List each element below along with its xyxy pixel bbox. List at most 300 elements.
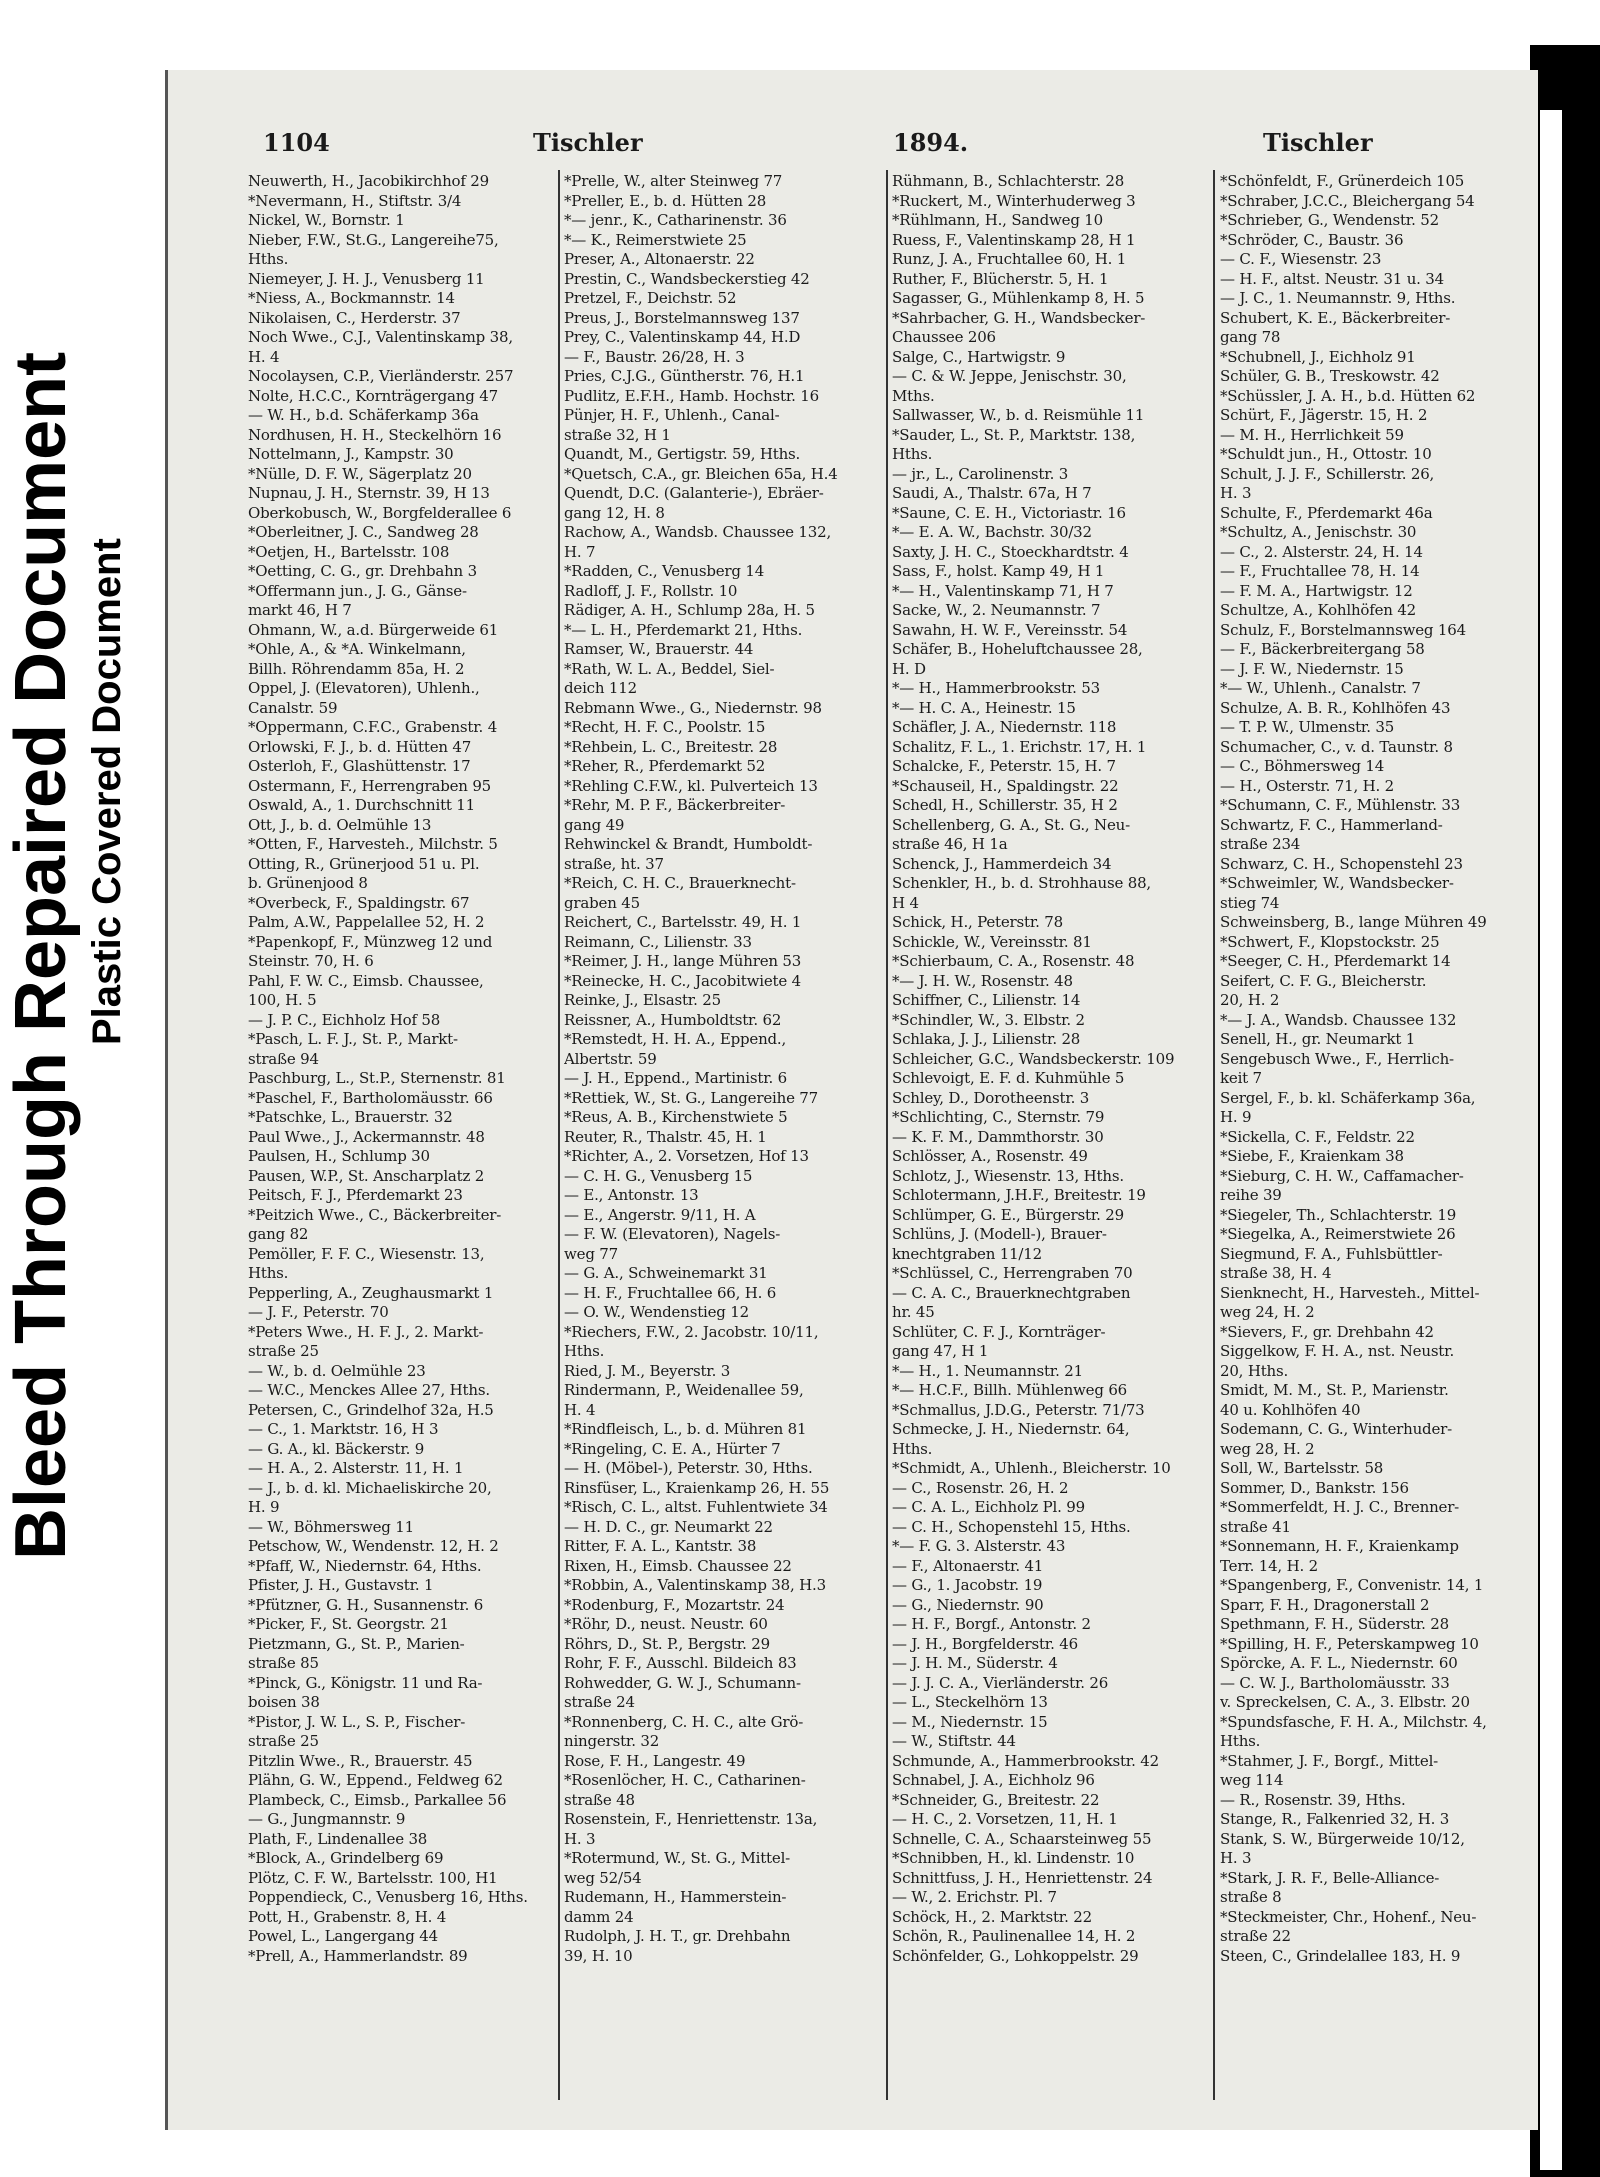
directory-entry: — E., Antonstr. 13 xyxy=(564,1186,699,1204)
directory-entry: boisen 38 xyxy=(248,1693,320,1711)
directory-entry: weg 114 xyxy=(1220,1771,1284,1789)
directory-entry: *Riechers, F.W., 2. Jacobstr. 10/11, xyxy=(564,1322,819,1341)
column-divider xyxy=(886,170,888,2100)
directory-entry: *Schraber, J.C.C., Bleichergang 54 xyxy=(1220,191,1475,210)
directory-entry: *— H., 1. Neumannstr. 21 xyxy=(892,1361,1083,1380)
directory-entry: *Ruckert, M., Winterhuderweg 3 xyxy=(892,191,1136,210)
directory-entry: Ruess, F., Valentinskamp 28, H 1 xyxy=(892,230,1136,249)
directory-entry: — G., Niedernstr. 90 xyxy=(892,1595,1044,1614)
directory-entry: — C., Rosenstr. 26, H. 2 xyxy=(892,1478,1069,1497)
directory-entry: *Schrieber, G., Wendenstr. 52 xyxy=(1220,211,1439,229)
directory-entry: *Peitzich Wwe., C., Bäckerbreiter- xyxy=(248,1205,502,1224)
directory-entry: *Richter, A., 2. Vorsetzen, Hof 13 xyxy=(564,1147,809,1165)
directory-entry: Ostermann, F., Herrengraben 95 xyxy=(248,776,492,795)
directory-entry: Spethmann, F. H., Süderstr. 28 xyxy=(1220,1615,1449,1633)
directory-entry: *— E. A. W., Bachstr. 30/32 xyxy=(892,523,1092,541)
directory-entry: *Sieburg, C. H. W., Caffamacher- xyxy=(1220,1166,1464,1185)
directory-entry: *Schumann, C. F., Mühlenstr. 33 xyxy=(1220,796,1461,814)
directory-entry: Prey, C., Valentinskamp 44, H.D xyxy=(564,328,801,346)
directory-entry: *Schnibben, H., kl. Lindenstr. 10 xyxy=(892,1849,1135,1867)
directory-entry: Sallwasser, W., b. d. Reismühle 11 xyxy=(892,406,1145,424)
directory-entry: Schäfer, B., Hoheluftchaussee 28, xyxy=(892,640,1143,658)
directory-entry: Pott, H., Grabenstr. 8, H. 4 xyxy=(248,1907,447,1926)
directory-entry: — J. C., 1. Neumannstr. 9, Hths. xyxy=(1220,289,1456,307)
directory-entry: *— J. A., Wandsb. Chaussee 132 xyxy=(1220,1010,1457,1029)
directory-entry: damm 24 xyxy=(564,1907,634,1926)
directory-entry: Steen, C., Grindelallee 183, H. 9 xyxy=(1220,1946,1461,1965)
directory-entry: v. Spreckelsen, C. A., 3. Elbstr. 20 xyxy=(1220,1693,1470,1711)
directory-entry: Reichert, C., Bartelsstr. 49, H. 1 xyxy=(564,913,802,931)
page-header xyxy=(263,128,1503,168)
directory-entry: Rixen, H., Eimsb. Chaussee 22 xyxy=(564,1556,792,1575)
directory-entry: Preus, J., Borstelmannsweg 137 xyxy=(564,308,800,327)
directory-entry: Petschow, W., Wendenstr. 12, H. 2 xyxy=(248,1537,499,1555)
directory-entry: straße 85 xyxy=(248,1654,319,1672)
directory-entry: Rudolph, J. H. T., gr. Drehbahn xyxy=(564,1927,791,1945)
directory-entry: *Schierbaum, C. A., Rosenstr. 48 xyxy=(892,952,1135,970)
directory-entry: — T. P. W., Ulmenstr. 35 xyxy=(1220,718,1395,736)
directory-entry: Prestin, C., Wandsbeckerstieg 42 xyxy=(564,269,810,288)
directory-entry: *Pfützner, G. H., Susannenstr. 6 xyxy=(248,1595,484,1614)
directory-entry: Schnabel, J. A., Eichholz 96 xyxy=(892,1771,1095,1789)
directory-entry: Canalstr. 59 xyxy=(248,698,338,717)
directory-entry: Rinsfüser, L., Kraienkamp 26, H. 55 xyxy=(564,1478,830,1497)
directory-entry: *Spilling, H. F., Peterskampweg 10 xyxy=(1220,1634,1479,1653)
directory-entry: Rühmann, B., Schlachterstr. 28 xyxy=(892,172,1125,190)
directory-entry: *Rühlmann, H., Sandweg 10 xyxy=(892,211,1103,229)
directory-entry: — H. D. C., gr. Neumarkt 22 xyxy=(564,1517,773,1536)
directory-page xyxy=(165,70,1538,2130)
directory-entry: Rebmann Wwe., G., Niedernstr. 98 xyxy=(564,698,822,717)
directory-entry: straße 41 xyxy=(1220,1517,1291,1536)
directory-entry: Rindermann, P., Weidenallee 59, xyxy=(564,1381,804,1399)
directory-entry: Soll, W., Bartelsstr. 58 xyxy=(1220,1459,1384,1477)
directory-entry: — M., Niedernstr. 15 xyxy=(892,1712,1048,1731)
directory-entry: *Reus, A. B., Kirchenstwiete 5 xyxy=(564,1108,788,1126)
directory-entry: Schlümper, G. E., Bürgerstr. 29 xyxy=(892,1205,1124,1224)
directory-entry: *Schuldt jun., H., Ottostr. 10 xyxy=(1220,445,1432,463)
directory-entry: straße 234 xyxy=(1220,835,1301,853)
directory-entry: *Rindfleisch, L., b. d. Mühren 81 xyxy=(564,1420,807,1438)
directory-entry: Schnelle, C. A., Schaarsteinweg 55 xyxy=(892,1829,1152,1848)
directory-entry: — F., Baustr. 26/28, H. 3 xyxy=(564,347,745,366)
directory-entry: Sengebusch Wwe., F., Herrlich- xyxy=(1220,1049,1454,1068)
directory-entry: weg 24, H. 2 xyxy=(1220,1303,1315,1321)
directory-entry: — F., Bäckerbreitergang 58 xyxy=(1220,640,1425,658)
directory-entry: Steinstr. 70, H. 6 xyxy=(248,952,374,970)
directory-entry: Niemeyer, J. H. J., Venusberg 11 xyxy=(248,269,485,288)
directory-entry: Schnittfuss, J. H., Henriettenstr. 24 xyxy=(892,1868,1153,1887)
directory-entry: Schenck, J., Hammerdeich 34 xyxy=(892,854,1112,873)
directory-entry: *Schauseil, H., Spaldingstr. 22 xyxy=(892,776,1119,795)
directory-entry: *Saune, C. E. H., Victoriastr. 16 xyxy=(892,503,1126,522)
directory-entry: — J. F., Peterstr. 70 xyxy=(248,1303,389,1321)
directory-entry: Hths. xyxy=(1220,1732,1261,1750)
directory-entry: Hths. xyxy=(892,445,933,463)
directory-entry: Noch Wwe., C.J., Valentinskamp 38, xyxy=(248,328,513,346)
directory-entry: H. 4 xyxy=(248,347,280,366)
directory-entry: *Nülle, D. F. W., Sägerplatz 20 xyxy=(248,464,472,483)
directory-entry: — H. F., Borgf., Antonstr. 2 xyxy=(892,1615,1091,1633)
directory-entry: *— F. G. 3. Alsterstr. 43 xyxy=(892,1537,1066,1555)
directory-entry: — W. H., b.d. Schäferkamp 36a xyxy=(248,406,479,424)
directory-entry: *Oberleitner, J. C., Sandweg 28 xyxy=(248,523,479,541)
directory-entry: Nieber, F.W., St.G., Langereihe75, xyxy=(248,230,499,249)
directory-entry: straße 25 xyxy=(248,1732,319,1750)
directory-entry: Hths. xyxy=(248,250,289,268)
directory-entry: Powel, L., Langergang 44 xyxy=(248,1927,438,1945)
directory-entry: Seifert, C. F. G., Bleicherstr. xyxy=(1220,971,1427,990)
directory-entry: *Stahmer, J. F., Borgf., Mittel- xyxy=(1220,1751,1439,1770)
directory-entry: — C., Böhmersweg 14 xyxy=(1220,757,1385,775)
directory-entry: Ott, J., b. d. Oelmühle 13 xyxy=(248,815,432,834)
directory-entry: — J. J. C. A., Vierländerstr. 26 xyxy=(892,1673,1109,1692)
directory-entry: Ried, J. M., Beyerstr. 3 xyxy=(564,1361,731,1380)
directory-entry: Schalitz, F. L., 1. Erichstr. 17, H. 1 xyxy=(892,737,1147,756)
directory-entry: Schlaka, J. J., Lilienstr. 28 xyxy=(892,1030,1081,1048)
directory-entry: Sacke, W., 2. Neumannstr. 7 xyxy=(892,601,1101,619)
directory-entry: *Sickella, C. F., Feldstr. 22 xyxy=(1220,1127,1415,1146)
directory-entry: — F., Altonaerstr. 41 xyxy=(892,1556,1044,1575)
directory-entry: *Ronnenberg, C. H. C., alte Grö- xyxy=(564,1712,804,1731)
directory-entry: *— H. C. A., Heinestr. 15 xyxy=(892,698,1076,717)
directory-entry: Chaussee 206 xyxy=(892,328,996,346)
directory-entry: Schulz, F., Borstelmannsweg 164 xyxy=(1220,620,1466,639)
directory-entry: Schönfelder, G., Lohkoppelstr. 29 xyxy=(892,1946,1139,1965)
directory-entry: H. 3 xyxy=(1220,1849,1252,1867)
directory-entry: — F., Fruchtallee 78, H. 14 xyxy=(1220,562,1420,580)
directory-entry: Sodemann, C. G., Winterhuder- xyxy=(1220,1420,1452,1438)
directory-entry: Saxty, J. H. C., Stoeckhardtstr. 4 xyxy=(892,542,1129,561)
directory-entry: — J. H. M., Süderstr. 4 xyxy=(892,1654,1058,1672)
section-title-right: Tischler xyxy=(1263,128,1373,157)
directory-entry: *Niess, A., Bockmannstr. 14 xyxy=(248,289,455,307)
directory-entry: stieg 74 xyxy=(1220,893,1280,912)
directory-entry: *Schmidt, A., Uhlenh., Bleicherstr. 10 xyxy=(892,1459,1171,1477)
directory-entry: *Robbin, A., Valentinskamp 38, H.3 xyxy=(564,1576,826,1594)
listing-column-1 xyxy=(248,172,566,2097)
directory-entry: Hths. xyxy=(248,1264,289,1282)
directory-entry: Pitzlin Wwe., R., Brauerstr. 45 xyxy=(248,1751,473,1770)
directory-entry: — R., Rosenstr. 39, Hths. xyxy=(1220,1790,1406,1809)
directory-entry: *Pfaff, W., Niedernstr. 64, Hths. xyxy=(248,1556,482,1575)
directory-entry: *Paschel, F., Bartholomäusstr. 66 xyxy=(248,1088,493,1107)
directory-entry: *Quetsch, C.A., gr. Bleichen 65a, H.4 xyxy=(564,464,838,483)
directory-entry: *Schubnell, J., Eichholz 91 xyxy=(1220,347,1416,366)
directory-entry: Sass, F., holst. Kamp 49, H 1 xyxy=(892,562,1105,580)
directory-entry: — W., Stiftstr. 44 xyxy=(892,1732,1016,1750)
directory-entry: *Oetjen, H., Bartelsstr. 108 xyxy=(248,542,450,561)
directory-entry: *Spundsfasche, F. H. A., Milchstr. 4, xyxy=(1220,1712,1487,1731)
directory-entry: — E., Angerstr. 9/11, H. A xyxy=(564,1205,756,1224)
directory-entry: *Block, A., Grindelberg 69 xyxy=(248,1849,444,1867)
directory-entry: straße 38, H. 4 xyxy=(1220,1264,1332,1282)
directory-entry: *Schmallus, J.D.G., Peterstr. 71/73 xyxy=(892,1400,1145,1419)
directory-entry: Rädiger, A. H., Schlump 28a, H. 5 xyxy=(564,601,815,619)
directory-entry: straße, ht. 37 xyxy=(564,854,664,873)
listing-column-3 xyxy=(892,172,1210,2097)
directory-entry: 39, H. 10 xyxy=(564,1946,633,1965)
directory-entry: *— W., Uhlenh., Canalstr. 7 xyxy=(1220,679,1421,697)
directory-entry: Poppendieck, C., Venusberg 16, Hths. xyxy=(248,1888,528,1906)
directory-entry: — H. A., 2. Alsterstr. 11, H. 1 xyxy=(248,1459,464,1477)
directory-entry: Pries, C.J.G., Güntherstr. 76, H.1 xyxy=(564,367,805,385)
directory-entry: Plambeck, C., Eimsb., Parkallee 56 xyxy=(248,1790,507,1809)
directory-entry: *Peters Wwe., H. F. J., 2. Markt- xyxy=(248,1322,484,1341)
column-divider xyxy=(1213,170,1215,2100)
scan-adjacent-page xyxy=(1540,110,1562,2170)
listing-column-4 xyxy=(1220,172,1538,2097)
directory-entry: *Picker, F., St. Georgstr. 21 xyxy=(248,1615,449,1633)
directory-entry: Siegmund, F. A., Fuhlsbüttler- xyxy=(1220,1244,1443,1263)
directory-entry: Sagasser, G., Mühlenkamp 8, H. 5 xyxy=(892,289,1145,307)
directory-entry: — M. H., Herrlichkeit 59 xyxy=(1220,425,1404,444)
directory-entry: — J. F. W., Niedernstr. 15 xyxy=(1220,659,1404,678)
directory-entry: Terr. 14, H. 2 xyxy=(1220,1556,1318,1575)
directory-entry: — W., Böhmersweg 11 xyxy=(248,1517,414,1536)
directory-entry: Nikolaisen, C., Herderstr. 37 xyxy=(248,308,461,327)
directory-entry: Pietzmann, G., St. P., Marien- xyxy=(248,1634,465,1653)
directory-entry: Otting, R., Grünerjood 51 u. Pl. xyxy=(248,854,480,873)
directory-entry: Sparr, F. H., Dragonerstall 2 xyxy=(1220,1595,1430,1614)
directory-entry: *Schröder, C., Baustr. 36 xyxy=(1220,230,1404,249)
directory-entry: *Steckmeister, Chr., Hohenf., Neu- xyxy=(1220,1907,1477,1926)
directory-entry: Pfister, J. H., Gustavstr. 1 xyxy=(248,1576,434,1594)
directory-entry: — H. C., 2. Vorsetzen, 11, H. 1 xyxy=(892,1810,1118,1828)
directory-entry: Schwarz, C. H., Schopenstehl 23 xyxy=(1220,854,1463,873)
directory-entry: Spörcke, A. F. L., Niedernstr. 60 xyxy=(1220,1654,1458,1672)
directory-entry: weg 28, H. 2 xyxy=(1220,1439,1315,1458)
directory-entry: — C. W. J., Bartholomäusstr. 33 xyxy=(1220,1673,1450,1692)
directory-entry: Schley, D., Dorotheenstr. 3 xyxy=(892,1088,1090,1107)
directory-entry: *Rodenburg, F., Mozartstr. 24 xyxy=(564,1595,785,1614)
directory-entry: *Prelle, W., alter Steinweg 77 xyxy=(564,172,783,190)
directory-entry: H. 9 xyxy=(248,1498,280,1516)
directory-entry: Saudi, A., Thalstr. 67a, H 7 xyxy=(892,484,1092,502)
directory-entry: Rehwinckel & Brandt, Humboldt- xyxy=(564,835,813,853)
directory-entry: Sienknecht, H., Harvesteh., Mittel- xyxy=(1220,1283,1480,1302)
directory-entry: *Sahrbacher, G. H., Wandsbecker- xyxy=(892,308,1146,327)
directory-entry: Plötz, C. F. W., Bartelsstr. 100, H1 xyxy=(248,1868,498,1887)
directory-entry: Paschburg, L., St.P., Sternenstr. 81 xyxy=(248,1069,506,1087)
directory-entry: Plähn, G. W., Eppend., Feldweg 62 xyxy=(248,1771,503,1789)
directory-entry: *— L. H., Pferdemarkt 21, Hths. xyxy=(564,620,803,639)
directory-entry: — J. H., Borgfelderstr. 46 xyxy=(892,1634,1078,1653)
directory-entry: Nupnau, J. H., Sternstr. 39, H 13 xyxy=(248,484,490,502)
directory-entry: Nordhusen, H. H., Steckelhörn 16 xyxy=(248,425,502,444)
directory-entry: *Rehbein, L. C., Breitestr. 28 xyxy=(564,737,778,756)
directory-entry: *Sauder, L., St. P., Marktstr. 138, xyxy=(892,425,1136,444)
directory-entry: *Patschke, L., Brauerstr. 32 xyxy=(248,1108,453,1126)
directory-entry: *Schlichting, C., Sternstr. 79 xyxy=(892,1108,1105,1126)
directory-entry: *Remstedt, H. H. A., Eppend., xyxy=(564,1030,787,1048)
directory-entry: *Rettiek, W., St. G., Langereihe 77 xyxy=(564,1088,818,1107)
directory-entry: Ohmann, W., a.d. Bürgerweide 61 xyxy=(248,620,499,639)
directory-entry: Pretzel, F., Deichstr. 52 xyxy=(564,289,737,307)
directory-entry: *Offermann jun., J. G., Gänse- xyxy=(248,581,467,600)
directory-entry: Mths. xyxy=(892,386,935,405)
directory-entry: Salge, C., Hartwigstr. 9 xyxy=(892,347,1066,366)
directory-entry: *— H., Hammerbrookstr. 53 xyxy=(892,679,1100,697)
directory-entry: — J., b. d. kl. Michaeliskirche 20, xyxy=(248,1478,492,1497)
directory-entry: — W.C., Menckes Allee 27, Hths. xyxy=(248,1381,490,1399)
directory-entry: *Oetting, C. G., gr. Drehbahn 3 xyxy=(248,562,477,580)
directory-entry: *Schindler, W., 3. Elbstr. 2 xyxy=(892,1010,1085,1029)
directory-entry: Schubert, K. E., Bäckerbreiter- xyxy=(1220,308,1451,327)
section-title-left: Tischler xyxy=(533,128,643,157)
directory-entry: *Pistor, J. W. L., S. P., Fischer- xyxy=(248,1712,466,1731)
directory-entry: Schmecke, J. H., Niedernstr. 64, xyxy=(892,1420,1130,1438)
directory-entry: Schiffner, C., Lilienstr. 14 xyxy=(892,991,1081,1009)
directory-entry: Radloff, J. F., Rollstr. 10 xyxy=(564,581,738,600)
directory-entry: Rosenstein, F., Henriettenstr. 13a, xyxy=(564,1810,818,1828)
directory-entry: Reimann, C., Lilienstr. 33 xyxy=(564,932,752,951)
directory-entry: Stank, S. W., Bürgerweide 10/12, xyxy=(1220,1829,1465,1848)
directory-entry: *Siegeler, Th., Schlachterstr. 19 xyxy=(1220,1205,1457,1224)
directory-entry: — C. H. G., Venusberg 15 xyxy=(564,1166,753,1185)
directory-entry: — H. F., altst. Neustr. 31 u. 34 xyxy=(1220,269,1444,288)
directory-entry: Rohr, F. F., Ausschl. Bildeich 83 xyxy=(564,1654,797,1672)
directory-entry: *Schönfeldt, F., Grünerdeich 105 xyxy=(1220,172,1465,190)
directory-entry: Schleicher, G.C., Wandsbeckerstr. 109 xyxy=(892,1049,1175,1068)
directory-entry: *— H.C.F., Billh. Mühlenweg 66 xyxy=(892,1381,1128,1399)
directory-entry: *Sommerfeldt, H. J. C., Brenner- xyxy=(1220,1498,1460,1516)
directory-entry: *Recht, H. F. C., Poolstr. 15 xyxy=(564,718,766,736)
directory-entry: *Sievers, F., gr. Drehbahn 42 xyxy=(1220,1322,1434,1341)
directory-entry: Quendt, D.C. (Galanterie-), Ebräer- xyxy=(564,484,824,502)
directory-entry: — F. M. A., Hartwigstr. 12 xyxy=(1220,581,1413,600)
directory-entry: Nickel, W., Bornstr. 1 xyxy=(248,211,405,229)
directory-entry: Preser, A., Altonaerstr. 22 xyxy=(564,250,755,268)
directory-entry: Schulte, F., Pferdemarkt 46a xyxy=(1220,503,1433,522)
directory-entry: *Radden, C., Venusberg 14 xyxy=(564,562,765,580)
directory-entry: Smidt, M. M., St. P., Marienstr. xyxy=(1220,1381,1449,1399)
listing-column-2 xyxy=(564,172,882,2097)
directory-entry: straße 25 xyxy=(248,1342,319,1360)
directory-entry: — W., b. d. Oelmühle 23 xyxy=(248,1361,426,1380)
directory-entry: — H., Osterstr. 71, H. 2 xyxy=(1220,776,1394,795)
page-number: 1104 xyxy=(263,128,330,157)
directory-entry: Ritter, F. A. L., Kantstr. 38 xyxy=(564,1537,757,1555)
directory-entry: H 4 xyxy=(892,893,919,912)
directory-entry: weg 52/54 xyxy=(564,1868,642,1887)
directory-entry: H. 3 xyxy=(1220,484,1252,502)
directory-entry: H. D xyxy=(892,659,926,678)
directory-entry: weg 77 xyxy=(564,1244,618,1263)
directory-entry: Schöck, H., 2. Marktstr. 22 xyxy=(892,1907,1092,1926)
directory-entry: Reinke, J., Elsastr. 25 xyxy=(564,991,721,1009)
directory-entry: Oppel, J. (Elevatoren), Uhlenh., xyxy=(248,679,480,697)
directory-entry: gang 49 xyxy=(564,815,625,834)
directory-entry: Schüler, G. B., Treskowstr. 42 xyxy=(1220,367,1440,385)
directory-entry: Schult, J. J. F., Schillerstr. 26, xyxy=(1220,464,1435,483)
directory-entry: *Schüssler, J. A. H., b.d. Hütten 62 xyxy=(1220,386,1476,405)
directory-entry: Nolte, H.C.C., Kornträgergang 47 xyxy=(248,386,498,405)
directory-entry: *Rehr, M. P. F., Bäckerbreiter- xyxy=(564,796,786,814)
directory-entry: Schedl, H., Schillerstr. 35, H 2 xyxy=(892,796,1118,814)
directory-entry: — J. H., Eppend., Martinistr. 6 xyxy=(564,1069,788,1087)
directory-entry: — C. A. C., Brauerknechtgraben xyxy=(892,1283,1131,1302)
directory-entry: keit 7 xyxy=(1220,1069,1262,1087)
directory-entry: Rose, F. H., Langestr. 49 xyxy=(564,1751,746,1770)
directory-entry: *Reinecke, H. C., Jacobitwiete 4 xyxy=(564,971,801,990)
directory-entry: reihe 39 xyxy=(1220,1186,1282,1204)
directory-entry: Palm, A.W., Pappelallee 52, H. 2 xyxy=(248,913,485,931)
directory-entry: *Schlüssel, C., Herrengraben 70 xyxy=(892,1264,1133,1282)
directory-entry: Neuwerth, H., Jacobikirchhof 29 xyxy=(248,172,489,190)
directory-entry: Rohwedder, G. W. J., Schumann- xyxy=(564,1673,801,1692)
directory-entry: — C., 1. Marktstr. 16, H 3 xyxy=(248,1420,439,1438)
directory-entry: — W., 2. Erichstr. Pl. 7 xyxy=(892,1888,1057,1906)
directory-entry: *Nevermann, H., Stiftstr. 3/4 xyxy=(248,191,462,210)
directory-entry: Pausen, W.P., St. Anscharplatz 2 xyxy=(248,1166,485,1185)
directory-entry: Schön, R., Paulinenallee 14, H. 2 xyxy=(892,1927,1136,1945)
directory-entry: *Papenkopf, F., Münzweg 12 und xyxy=(248,932,493,951)
directory-entry: *Spangenberg, F., Convenistr. 14, 1 xyxy=(1220,1576,1484,1594)
directory-entry: — jr., L., Carolinenstr. 3 xyxy=(892,464,1069,483)
directory-entry: Schlüns, J. (Modell-), Brauer- xyxy=(892,1225,1107,1243)
directory-entry: *Risch, C. L., altst. Fuhlentwiete 34 xyxy=(564,1498,828,1516)
directory-entry: Schweinsberg, B., lange Mühren 49 xyxy=(1220,913,1487,931)
directory-entry: Sergel, F., b. kl. Schäferkamp 36a, xyxy=(1220,1088,1476,1107)
directory-entry: Plath, F., Lindenallee 38 xyxy=(248,1829,428,1848)
directory-entry: *Rehling C.F.W., kl. Pulverteich 13 xyxy=(564,776,818,795)
directory-entry: Oberkobusch, W., Borgfelderallee 6 xyxy=(248,503,512,522)
directory-entry: 100, H. 5 xyxy=(248,991,317,1009)
directory-entry: *Schneider, G., Breitestr. 22 xyxy=(892,1790,1100,1809)
directory-entry: straße 22 xyxy=(1220,1927,1291,1945)
directory-entry: Schäfler, J. A., Niedernstr. 118 xyxy=(892,718,1117,736)
directory-entry: — G. A., kl. Bäckerstr. 9 xyxy=(248,1439,425,1458)
directory-entry: gang 78 xyxy=(1220,328,1281,346)
directory-entry: — C. A. L., Eichholz Pl. 99 xyxy=(892,1498,1085,1516)
directory-entry: Ruther, F., Blücherstr. 5, H. 1 xyxy=(892,269,1109,288)
directory-entry: Sawahn, H. W. F., Vereinsstr. 54 xyxy=(892,620,1128,639)
directory-entry: *Rotermund, W., St. G., Mittel- xyxy=(564,1849,791,1867)
directory-entry: Nottelmann, J., Kampstr. 30 xyxy=(248,445,454,463)
directory-entry: Schmunde, A., Hammerbrookstr. 42 xyxy=(892,1751,1159,1770)
directory-entry: — F. W. (Elevatoren), Nagels- xyxy=(564,1225,781,1243)
directory-entry: Petersen, C., Grindelhof 32a, H.5 xyxy=(248,1400,494,1419)
directory-entry: *— H., Valentinskamp 71, H 7 xyxy=(892,581,1114,600)
directory-entry: *Preller, E., b. d. Hütten 28 xyxy=(564,191,767,210)
directory-entry: Rudemann, H., Hammerstein- xyxy=(564,1888,787,1906)
directory-entry: Runz, J. A., Fruchtallee 60, H. 1 xyxy=(892,250,1127,268)
directory-entry: Ramser, W., Brauerstr. 44 xyxy=(564,640,754,658)
directory-entry: Oswald, A., 1. Durchschnitt 11 xyxy=(248,796,475,814)
directory-entry: Pemöller, F. F. C., Wiesenstr. 13, xyxy=(248,1244,485,1263)
directory-entry: Osterloh, F., Glashüttenstr. 17 xyxy=(248,757,471,775)
stamp-bleed-through-repaired: Bleed Through Repaired Document xyxy=(1,351,81,1560)
directory-entry: — C., 2. Alsterstr. 24, H. 14 xyxy=(1220,542,1423,561)
directory-entry: — C. H., Schopenstehl 15, Hths. xyxy=(892,1517,1131,1536)
directory-entry: H. 4 xyxy=(564,1400,596,1419)
directory-entry: — G. A., Schweinemarkt 31 xyxy=(564,1264,768,1282)
directory-entry: — H. (Möbel-), Peterstr. 30, Hths. xyxy=(564,1459,813,1477)
directory-entry: — O. W., Wendenstieg 12 xyxy=(564,1303,749,1321)
directory-entry: H. 7 xyxy=(564,542,596,561)
directory-entry: *Seeger, C. H., Pferdemarkt 14 xyxy=(1220,952,1451,970)
directory-entry: *— jenr., K., Catharinenstr. 36 xyxy=(564,211,787,229)
directory-entry: Peitsch, F. J., Pferdemarkt 23 xyxy=(248,1186,463,1204)
directory-entry: *Schweimler, W., Wandsbecker- xyxy=(1220,874,1454,892)
directory-entry: Albertstr. 59 xyxy=(564,1049,657,1068)
directory-entry: *Schultz, A., Jenischstr. 30 xyxy=(1220,523,1417,541)
directory-entry: *Pinck, G., Königstr. 11 und Ra- xyxy=(248,1673,483,1692)
directory-entry: *Ringeling, C. E. A., Hürter 7 xyxy=(564,1439,781,1458)
directory-entry: Paulsen, H., Schlump 30 xyxy=(248,1147,430,1165)
directory-entry: *Pasch, L. F. J., St. P., Markt- xyxy=(248,1030,458,1048)
